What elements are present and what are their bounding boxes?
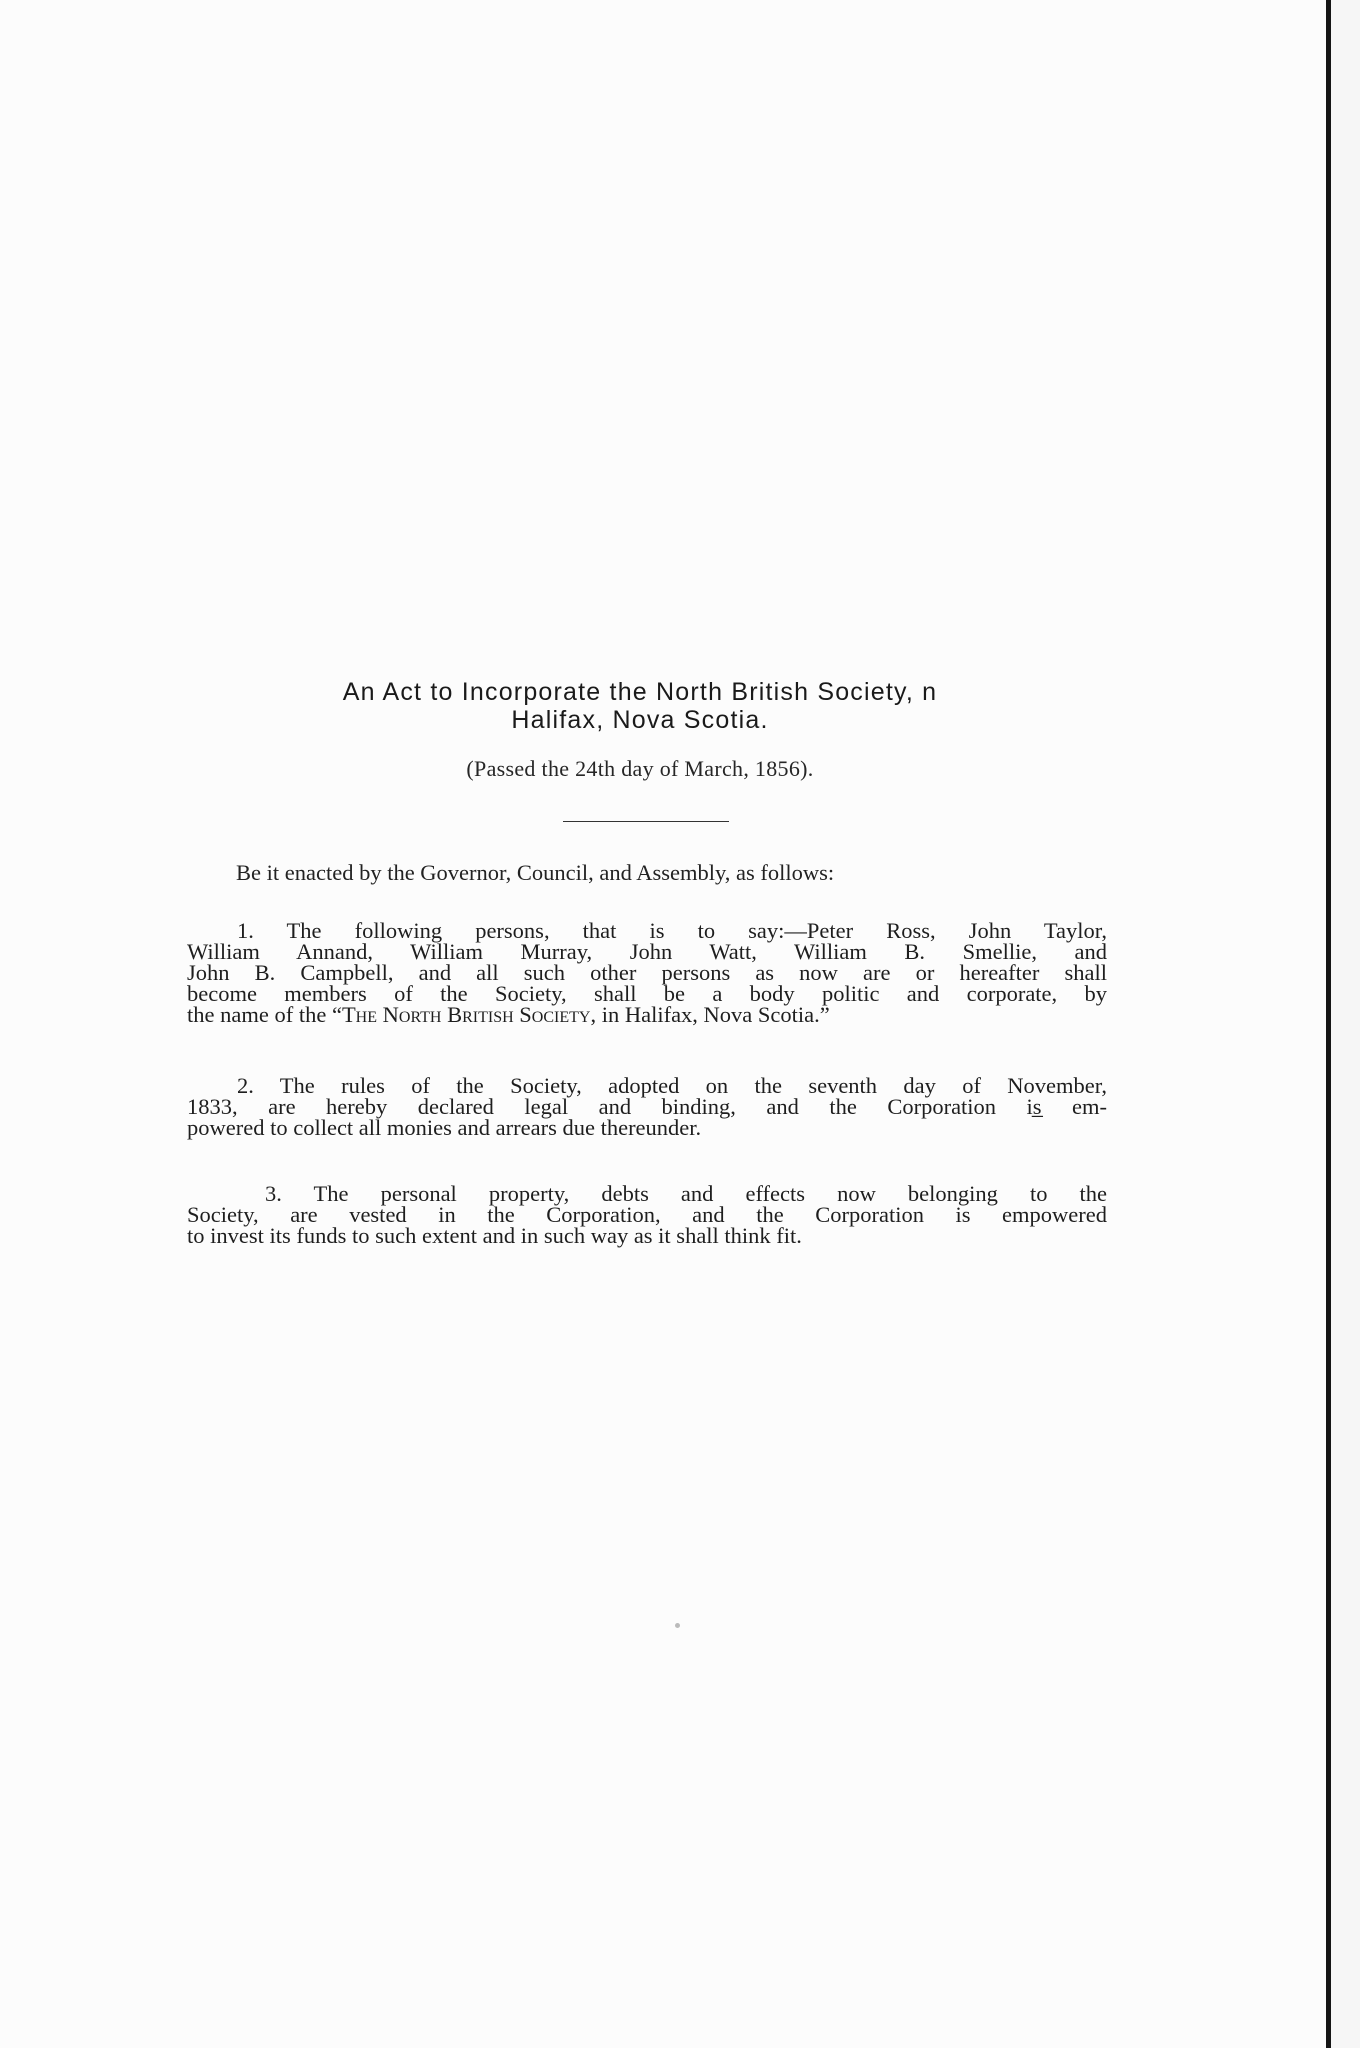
section-2-line: 2. The rules of the Society, adopted on the seventh day of November, [237,1073,1107,1098]
section-1-line: 1. The following persons, that is to say:—Peter Ross, John Taylor, [237,918,1107,943]
section-1-line: William Annand, William Murray, John Watt, William B. Smellie, and [187,939,1107,964]
paper-speck [675,1623,680,1628]
adjacent-page-strip [1331,0,1360,2048]
section-1-line: become members of the Society, shall be a body politic and corporate, by [187,981,1107,1006]
act-title [190,678,1090,734]
section-3-line: Society, are vested in the Corporation, and the Corporation is empowered [187,1202,1107,1227]
section-1-line [187,1004,1107,1025]
enacting-clause: Be it enacted by the Governor, Council, and Assembly, as follows: [236,860,835,885]
section-1-name-prefix: the name of the “ [187,1002,342,1027]
act-title-line-1: An Act to Incorporate the North British Society, n [342,678,938,706]
section-3-line: 3. The personal property, debts and effects now belonging to the [265,1181,1107,1206]
section-2-line: powered to collect all monies and arrears due thereunder. [187,1115,702,1140]
section-2 [187,1075,1107,1138]
society-name: The North British Society [341,1002,591,1027]
section-3-line: to invest its funds to such extent and in such way as it shall think fit. [187,1223,802,1248]
section-1 [187,920,1107,1025]
act-title-line-2: Halifax, Nova Scotia. [511,706,769,734]
section-divider [563,821,729,822]
section-2-line: 1833, are hereby declared legal and binding, and the Corporation is̲ em- [187,1094,1107,1119]
section-1-line: John B. Campbell, and all such other persons as now are or hereafter shall [187,960,1107,985]
section-3 [187,1183,1107,1246]
passed-date: (Passed the 24th day of March, 1856). [466,756,814,781]
section-1-name-suffix: , in Halifax, Nova Scotia.” [590,1002,830,1027]
